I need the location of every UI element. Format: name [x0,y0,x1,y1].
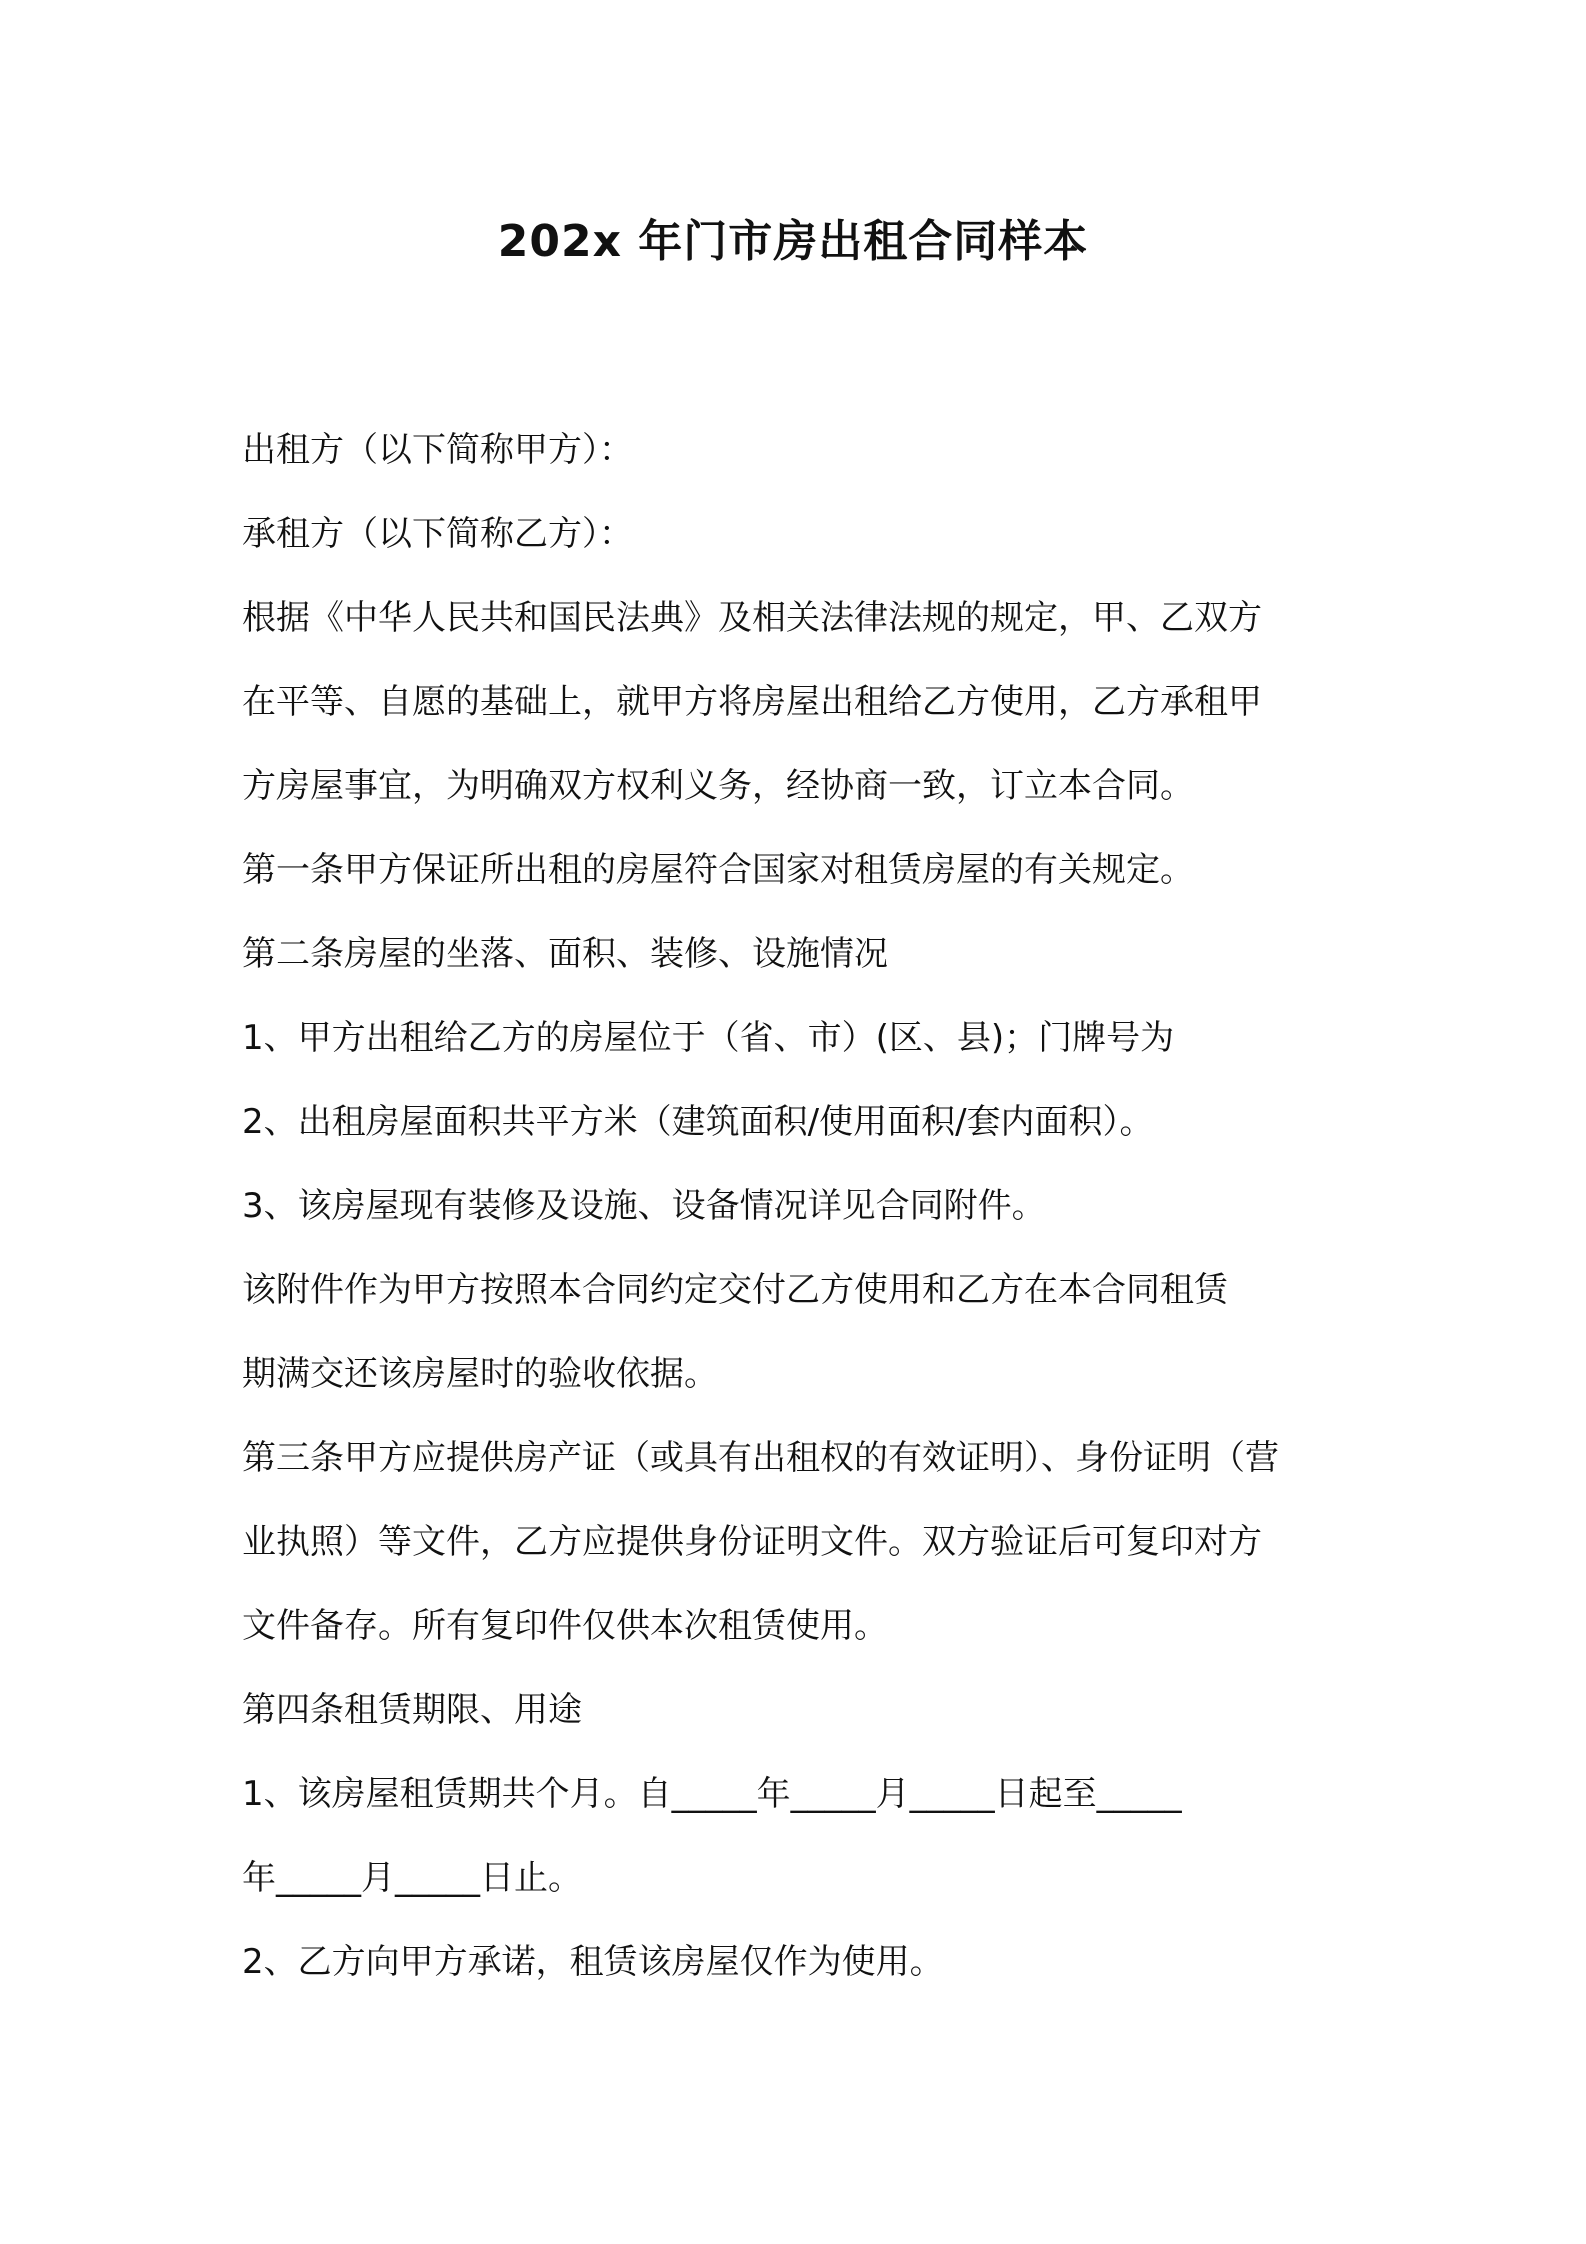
article-2-item-1: 1、甲方出租给乙方的房屋位于（省、市）(区、县)；门牌号为 [242,1018,1175,1058]
article-2-item-2: 2、出租房屋面积共平方米（建筑面积/使用面积/套内面积）。 [242,1102,1154,1142]
article-4-item-1-line-2: 年_____月_____日止。 [242,1858,582,1898]
preamble-line-2: 在平等、自愿的基础上，就甲方将房屋出租给乙方使用，乙方承租甲 [242,682,1262,722]
article-4-heading: 第四条租赁期限、用途 [242,1690,582,1730]
article-2-item-3: 3、该房屋现有装修及设施、设备情况详见合同附件。 [242,1186,1046,1226]
document-title: 202x 年门市房出租合同样本 [497,216,1089,267]
preamble-line-3: 方房屋事宜，为明确双方权利义务，经协商一致，订立本合同。 [242,766,1194,806]
article-1-line: 第一条甲方保证所出租的房屋符合国家对租赁房屋的有关规定。 [242,850,1194,890]
article-3-line-1: 第三条甲方应提供房产证（或具有出租权的有效证明）、身份证明（营 [242,1438,1279,1478]
party-lessor-line: 出租方（以下简称甲方）： [242,430,633,470]
attachment-line-1: 该附件作为甲方按照本合同约定交付乙方使用和乙方在本合同租赁 [242,1270,1228,1310]
article-2-heading: 第二条房屋的坐落、面积、装修、设施情况 [242,934,888,974]
article-3-line-2: 业执照）等文件，乙方应提供身份证明文件。双方验证后可复印对方 [242,1522,1262,1562]
preamble-line-1: 根据《中华人民共和国民法典》及相关法律法规的规定，甲、乙双方 [242,598,1262,638]
document-body [242,408,1352,2004]
article-4-item-1-line-1: 1、该房屋租赁期共个月。自_____年_____月_____日起至_____ [242,1774,1182,1814]
article-4-item-2: 2、乙方向甲方承诺，租赁该房屋仅作为使用。 [242,1942,944,1982]
article-3-line-3: 文件备存。所有复印件仅供本次租赁使用。 [242,1606,888,1646]
party-lessee-line: 承租方（以下简称乙方）： [242,514,633,554]
attachment-line-2: 期满交还该房屋时的验收依据。 [242,1354,718,1394]
